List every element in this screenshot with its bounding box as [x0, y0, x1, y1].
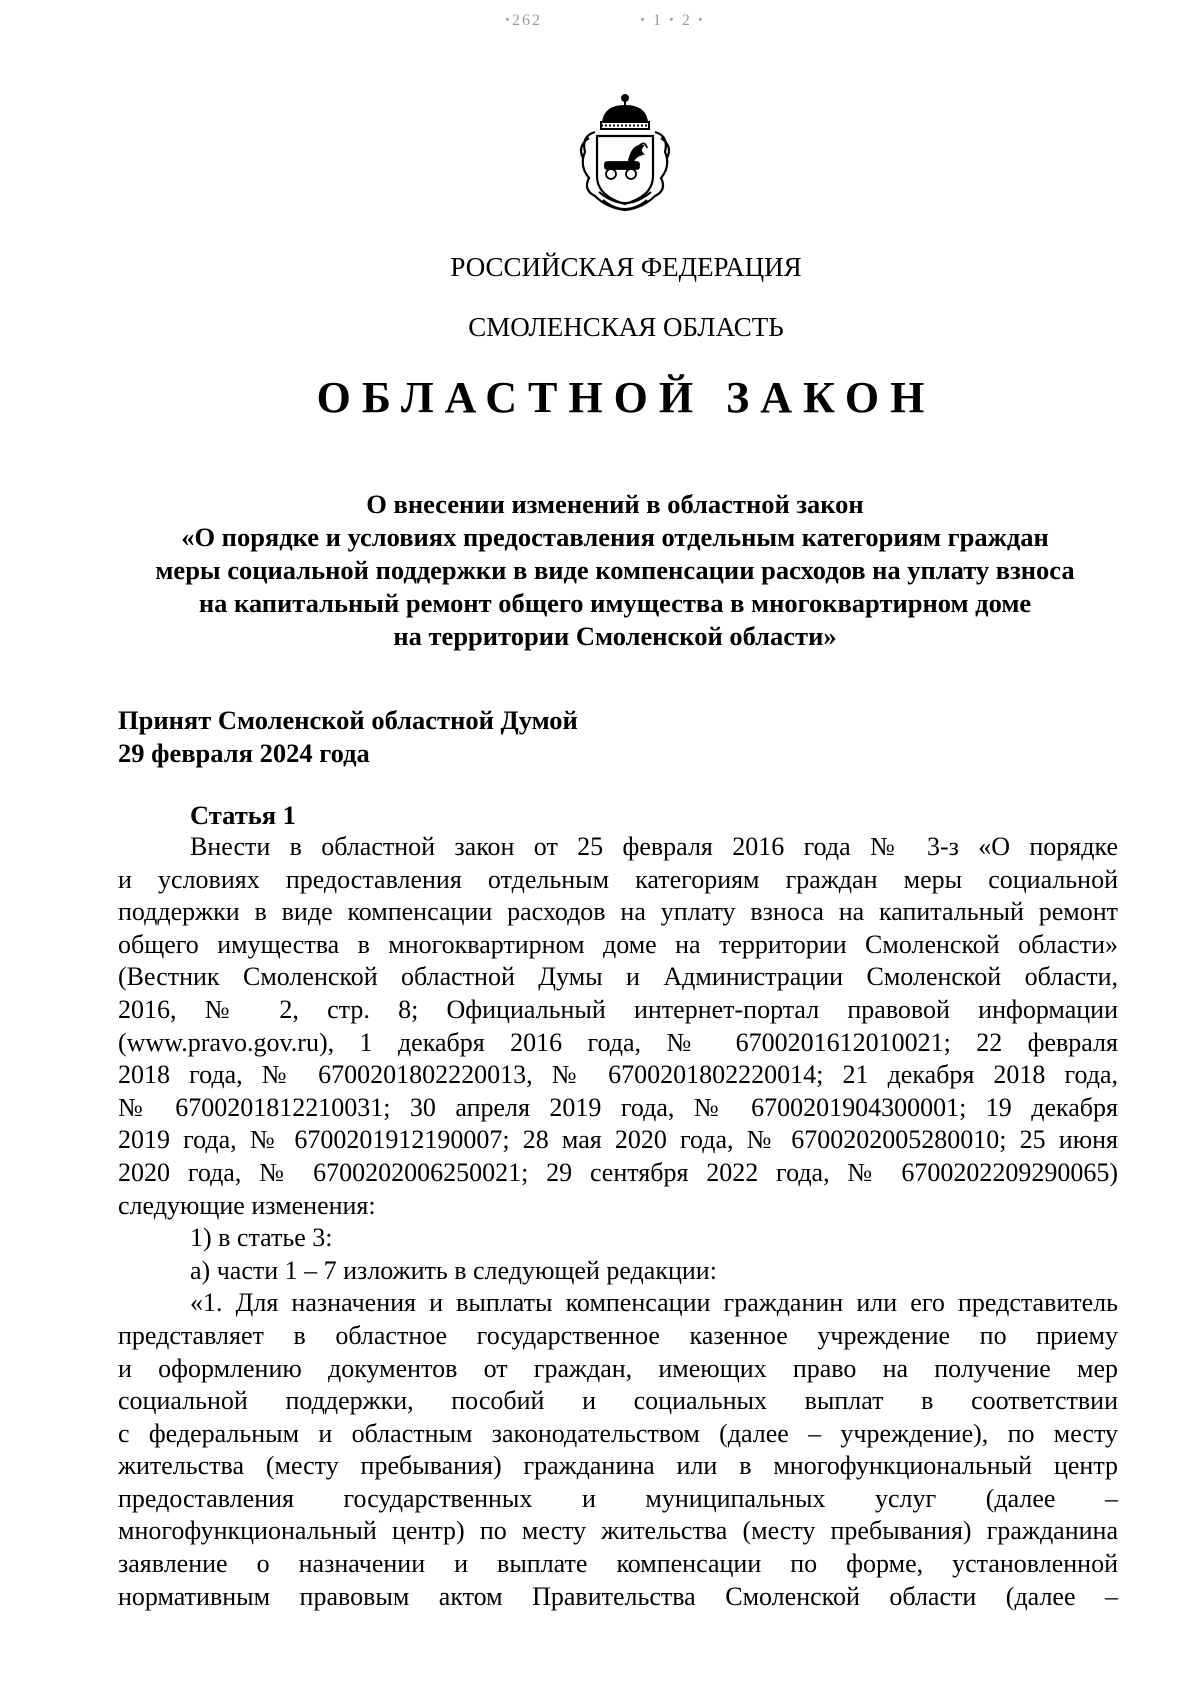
title-line: на территории Смоленской области»: [393, 621, 837, 651]
title-line: О внесении изменений в областной закон: [366, 489, 864, 519]
body-line: нормативным правовым актом Правительства Смоленской области (далее –: [118, 1581, 1118, 1611]
body-line: и оформлению документов от граждан, имеющих право на получение мер: [118, 1353, 1118, 1383]
article-body: [118, 831, 1118, 1613]
body-line: представляет в областное государственное казенное учреждение по приему: [118, 1320, 1118, 1350]
document-type-heading: ОБЛАСТНОЙ ЗАКОН: [316, 373, 936, 422]
body-line: многофункциональный центр) по месту жительства (месту пребывания) гражданина: [118, 1516, 1118, 1546]
body-line: с федеральным и областным законодательством (далее – учреждение), по месту: [118, 1418, 1118, 1448]
body-line: а) части 1 – 7 изложить в следующей редакции:: [190, 1255, 717, 1285]
scan-artifact-mark: ꞏ 1 ꞏ 2 ꞏ: [640, 12, 705, 29]
body-line: 2016, № 2, стр. 8; Официальный интернет-портал правовой информации: [118, 994, 1118, 1024]
title-line: на капитальный ремонт общего имущества в многоквартирном доме: [198, 588, 1032, 618]
shield-frame-icon: [581, 132, 669, 210]
adoption-note: [118, 704, 578, 770]
body-line: 2019 года, № 6700201912190007; 28 мая 2020 года, № 6700202005280010; 25 июня: [118, 1125, 1118, 1155]
title-line: меры социальной поддержки в виде компенсации расходов на уплату взноса: [155, 555, 1075, 585]
body-line: социальной поддержки, пособий и социальных выплат в соответствии: [118, 1386, 1118, 1416]
body-line: жительства (месту пребывания) гражданина или в многофункциональный центр: [118, 1451, 1118, 1481]
article-heading: Статья 1: [190, 800, 296, 830]
body-line: (www.pravo.gov.ru), 1 декабря 2016 года, № 6700201612010021; 22 февраля: [118, 1027, 1118, 1057]
adoption-date: 29 февраля 2024 года: [118, 738, 370, 768]
body-line: Внести в областной закон от 25 февраля 2016 года № 3-з «О порядке: [190, 832, 1118, 861]
coat-of-arms-emblem-icon: [573, 92, 677, 218]
region-heading: СМОЛЕНСКАЯ ОБЛАСТЬ: [468, 312, 784, 342]
body-line: 1) в статье 3:: [190, 1223, 333, 1253]
crown-icon: [601, 95, 649, 129]
body-line: предоставления государственных и муниципальных услуг (далее –: [118, 1483, 1118, 1513]
body-line: 2020 года, № 6700202006250021; 29 сентября 2022 года, № 6700202209290065): [118, 1157, 1118, 1187]
body-line: № 6700201812210031; 30 апреля 2019 года, № 6700201904300001; 19 декабря: [118, 1092, 1118, 1122]
cannon-bird-icon: [605, 143, 647, 179]
scan-artifact-mark: ꞏ262: [505, 12, 542, 29]
body-line: «1. Для назначения и выплаты компенсации гражданин или его представитель: [190, 1288, 1118, 1318]
body-line: следующие изменения:: [118, 1190, 376, 1220]
body-line: и условиях предоставления отдельным категориям граждан меры социальной: [118, 864, 1118, 894]
body-line: поддержки в виде компенсации расходов на уплату взноса на капитальный ремонт: [118, 897, 1118, 927]
country-heading: РОССИЙСКАЯ ФЕДЕРАЦИЯ: [450, 252, 802, 282]
body-line: заявление о назначении и выплате компенсации по форме, установленной: [118, 1549, 1118, 1579]
adoption-line: Принят Смоленской областной Думой: [118, 705, 578, 735]
body-line: общего имущества в многоквартирном доме на территории Смоленской области»: [118, 929, 1118, 959]
law-title: [100, 488, 1130, 653]
body-line: 2018 года, № 6700201802220013, № 6700201802220014; 21 декабря 2018 года,: [118, 1060, 1118, 1090]
body-line: (Вестник Смоленской областной Думы и Администрации Смоленской области,: [118, 962, 1118, 992]
title-line: «О порядке и условиях предоставления отдельным категориям граждан: [181, 522, 1049, 552]
